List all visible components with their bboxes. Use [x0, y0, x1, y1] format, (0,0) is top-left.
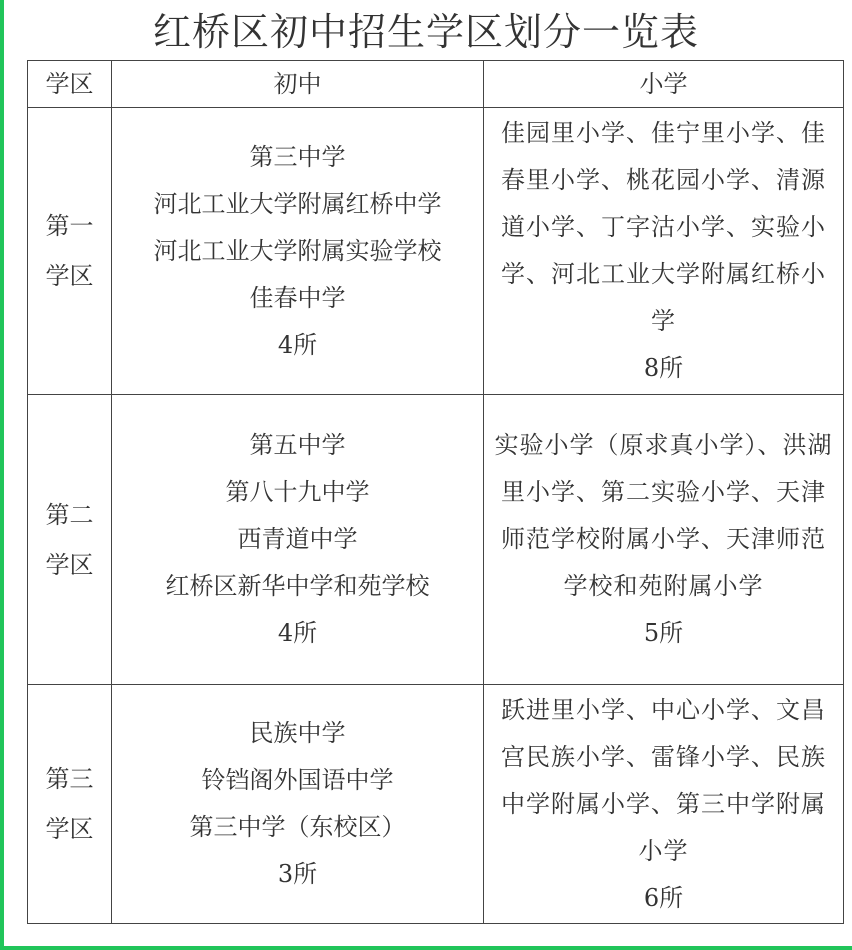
middle-school-name: 第五中学: [249, 431, 346, 459]
primary-school-cell: [484, 685, 844, 924]
primary-school-count: 5所: [643, 619, 684, 647]
school-zone-table: [27, 60, 844, 924]
table-row: [28, 685, 844, 924]
table-row: [28, 108, 844, 395]
zone-cell: [28, 395, 112, 685]
middle-school-name: 第三中学（东校区）: [189, 813, 406, 841]
header-zone: 学区: [28, 61, 112, 108]
zone-label: 第二: [45, 500, 94, 529]
primary-school-list: 跃进里小学、中心小学、文昌宫民族小学、雷锋小学、民族中学附属小学、第三中学附属小学: [501, 695, 826, 865]
middle-school-name: 佳春中学: [249, 283, 346, 312]
middle-school-count: 3所: [277, 860, 318, 888]
middle-school-count: 4所: [277, 619, 318, 647]
zone-label: 学区: [45, 262, 94, 290]
table-header-row: [28, 61, 844, 108]
primary-school-cell: [484, 108, 844, 395]
middle-school-name: 红桥区新华中学和苑学校: [165, 572, 430, 600]
middle-school-name: 第三中学: [249, 142, 346, 171]
header-middle-school: 初中: [112, 61, 484, 108]
header-primary-school: 小学: [484, 61, 844, 108]
primary-school-count: 6所: [643, 883, 684, 912]
zone-cell: [28, 685, 112, 924]
middle-school-cell: [112, 108, 484, 395]
middle-school-name: 民族中学: [249, 719, 346, 747]
primary-school-list: 佳园里小学、佳宁里小学、佳春里小学、桃花园小学、清源道小学、丁字沽小学、实验小学、河北工业大学附属红桥小学: [501, 119, 826, 335]
middle-school-name: 铃铛阁外国语中学: [201, 766, 394, 794]
primary-school-list: 实验小学（原求真小学）、洪湖里小学、第二实验小学、天津师范学校附属小学、天津师范学校和苑附属小学: [494, 431, 833, 600]
zone-label: 学区: [45, 550, 94, 579]
zone-label: 学区: [45, 815, 94, 843]
page-title: 红桥区初中招生学区划分一览表: [152, 10, 699, 54]
middle-school-cell: [112, 395, 484, 685]
table-row: [28, 395, 844, 685]
middle-school-name: 西青道中学: [237, 525, 358, 553]
middle-school-name: 河北工业大学附属红桥中学: [153, 189, 442, 218]
middle-school-name: 河北工业大学附属实验学校: [153, 236, 442, 265]
middle-school-cell: [112, 685, 484, 924]
middle-school-name: 第八十九中学: [225, 478, 370, 506]
primary-school-cell: [484, 395, 844, 685]
zone-cell: [28, 108, 112, 395]
primary-school-count: 8所: [643, 354, 684, 382]
middle-school-count: 4所: [277, 330, 318, 359]
zone-label: 第三: [45, 765, 94, 793]
zone-label: 第一: [45, 212, 94, 240]
